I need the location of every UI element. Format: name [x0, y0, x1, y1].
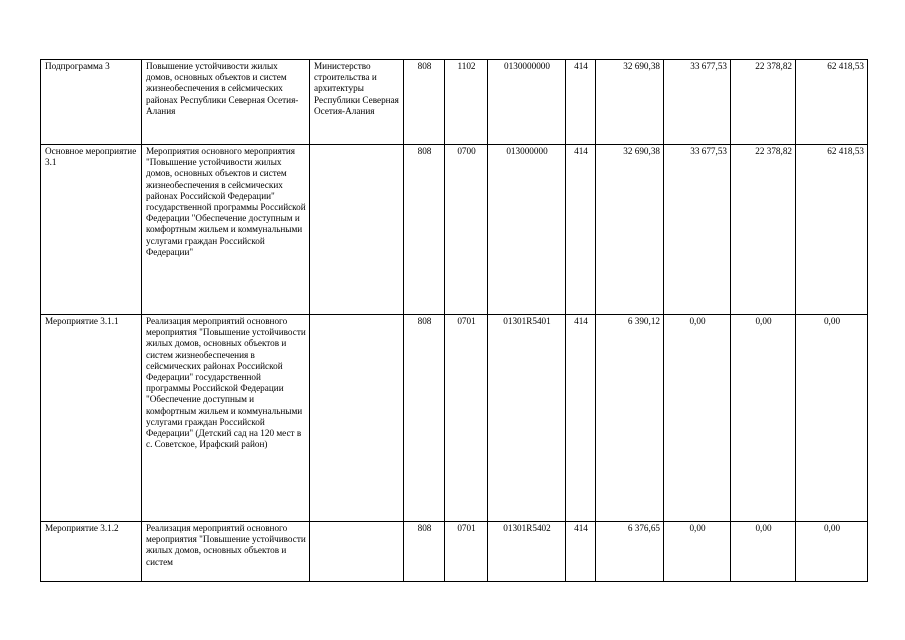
amount-year-2-cell: 33 677,53 — [664, 60, 731, 145]
table-row — [41, 145, 868, 315]
amount-year-4-cell: 0,00 — [796, 522, 868, 582]
row-executor-cell — [310, 315, 404, 522]
row-name-cell: Мероприятие 3.1.1 — [41, 315, 142, 522]
csr-cell: 01301R5401 — [488, 315, 566, 522]
amount-year-3-cell: 22 378,82 — [731, 60, 796, 145]
row-name-cell: Основное мероприятие 3.1 — [41, 145, 142, 315]
row-name-cell: Подпрограмма 3 — [41, 60, 142, 145]
csr-cell: 0130000000 — [488, 60, 566, 145]
rzpr-cell: 1102 — [445, 60, 488, 145]
budget-table — [40, 59, 868, 582]
row-executor-cell — [310, 522, 404, 582]
vr-cell: 414 — [566, 315, 596, 522]
amount-year-2-cell: 33 677,53 — [664, 145, 731, 315]
amount-year-1-cell: 6 376,65 — [596, 522, 664, 582]
table-row — [41, 522, 868, 582]
row-description-cell: Реализация мероприятий основного мероприятия "Повышение устойчивости жилых домов, основных объектов и систем — [142, 522, 310, 582]
grbs-cell: 808 — [404, 145, 445, 315]
table-row — [41, 315, 868, 522]
vr-cell: 414 — [566, 145, 596, 315]
amount-year-2-cell: 0,00 — [664, 315, 731, 522]
row-description-cell: Реализация мероприятий основного мероприятия "Повышение устойчивости жилых домов, основных объектов и систем жизнеобеспечения в сейсмических районах Российской Федерации" государственной программы Российской Федерации "Обеспечение доступным и комфортным жильем и коммунальными услугами граждан Российской Федерации" (Детский сад на 120 мест в с. Советское, Ирафский район) — [142, 315, 310, 522]
row-executor-cell: Министерство строительства и архитектуры Республики Северная Осетия-Алания — [310, 60, 404, 145]
amount-year-1-cell: 6 390,12 — [596, 315, 664, 522]
document-page — [40, 59, 867, 582]
amount-year-3-cell: 0,00 — [731, 522, 796, 582]
amount-year-4-cell: 62 418,53 — [796, 145, 868, 315]
vr-cell: 414 — [566, 522, 596, 582]
rzpr-cell: 0701 — [445, 522, 488, 582]
grbs-cell: 808 — [404, 522, 445, 582]
csr-cell: 01301R5402 — [488, 522, 566, 582]
row-executor-cell — [310, 145, 404, 315]
csr-cell: 013000000 — [488, 145, 566, 315]
grbs-cell: 808 — [404, 60, 445, 145]
rzpr-cell: 0700 — [445, 145, 488, 315]
rzpr-cell: 0701 — [445, 315, 488, 522]
amount-year-1-cell: 32 690,38 — [596, 60, 664, 145]
row-description-cell: Мероприятия основного мероприятия "Повышение устойчивости жилых домов, основных объектов и систем жизнеобеспечения в сейсмических районах Российской Федерации" государственной программы Российской Федерации "Обеспечение доступным и комфортным жильем и коммунальными услугами граждан Российской Федерации" — [142, 145, 310, 315]
vr-cell: 414 — [566, 60, 596, 145]
amount-year-3-cell: 0,00 — [731, 315, 796, 522]
grbs-cell: 808 — [404, 315, 445, 522]
amount-year-2-cell: 0,00 — [664, 522, 731, 582]
row-name-cell: Мероприятие 3.1.2 — [41, 522, 142, 582]
table-row — [41, 60, 868, 145]
row-description-cell: Повышение устойчивости жилых домов, основных объектов и систем жизнеобеспечения в сейсмических районах Республики Северная Осетия-Алания — [142, 60, 310, 145]
amount-year-4-cell: 0,00 — [796, 315, 868, 522]
amount-year-4-cell: 62 418,53 — [796, 60, 868, 145]
amount-year-1-cell: 32 690,38 — [596, 145, 664, 315]
amount-year-3-cell: 22 378,82 — [731, 145, 796, 315]
